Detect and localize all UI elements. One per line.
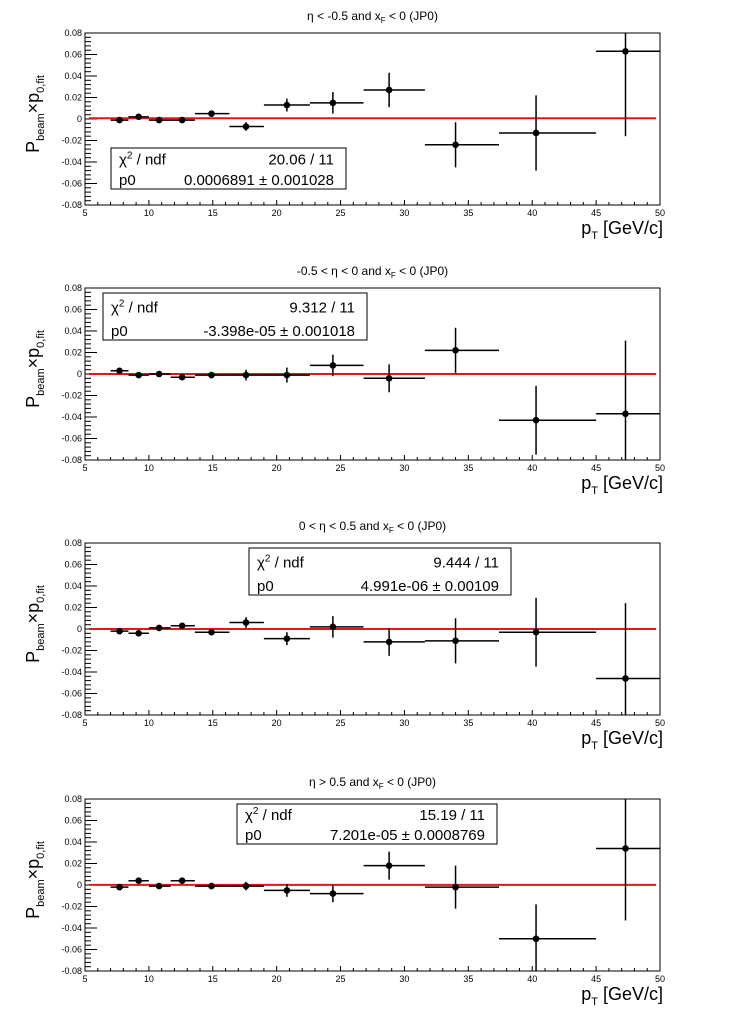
x-tick-label: 50 bbox=[654, 208, 666, 218]
data-point bbox=[425, 122, 499, 167]
chi2-value: 15.19 / 11 bbox=[419, 807, 485, 824]
data-point bbox=[596, 603, 660, 715]
data-point bbox=[499, 598, 596, 667]
y-tick-label: 0.02 bbox=[64, 92, 82, 103]
y-tick-label: 0.02 bbox=[64, 347, 82, 358]
y-tick-label: -0.04 bbox=[61, 157, 82, 167]
data-point bbox=[310, 616, 364, 638]
x-tick-label: 40 bbox=[527, 208, 538, 218]
point-marker bbox=[135, 372, 142, 379]
data-point bbox=[364, 852, 425, 880]
y-tick-label: 0 bbox=[76, 880, 82, 890]
data-point bbox=[128, 877, 148, 884]
chart-panel-3 bbox=[23, 519, 665, 752]
p0-label: p0 bbox=[119, 172, 136, 189]
x-axis-label: $p_T$ [GeV/c] bbox=[581, 728, 663, 752]
data-point bbox=[425, 618, 499, 663]
x-tick-label: 30 bbox=[399, 974, 410, 984]
y-tick-label: 0.08 bbox=[64, 283, 82, 293]
point-marker bbox=[284, 102, 291, 109]
y-tick-label: 0.08 bbox=[64, 28, 82, 38]
y-tick-label: 0.04 bbox=[64, 326, 82, 336]
x-tick-label: 10 bbox=[143, 463, 154, 473]
point-marker bbox=[156, 117, 163, 124]
data-point bbox=[229, 122, 264, 131]
y-tick-label: 0.06 bbox=[64, 49, 82, 60]
point-marker bbox=[452, 142, 459, 149]
y-tick-label: 0 bbox=[76, 114, 82, 124]
point-marker bbox=[386, 639, 393, 646]
point-marker bbox=[533, 935, 540, 942]
data-point bbox=[264, 368, 310, 383]
x-tick-label: 25 bbox=[335, 208, 346, 218]
point-marker bbox=[330, 100, 337, 107]
point-marker bbox=[243, 123, 250, 130]
data-point bbox=[229, 617, 264, 628]
x-tick-label: 35 bbox=[463, 208, 474, 218]
data-point bbox=[310, 885, 364, 902]
y-tick-label: -0.08 bbox=[61, 200, 82, 210]
point-marker bbox=[533, 417, 540, 424]
p0-label: p0 bbox=[111, 323, 128, 340]
x-tick-label: 40 bbox=[527, 974, 538, 984]
point-marker bbox=[135, 114, 142, 121]
x-tick-label: 35 bbox=[463, 974, 474, 984]
x-tick-label: 25 bbox=[335, 974, 346, 984]
y-tick-label: -0.04 bbox=[61, 667, 82, 677]
data-point bbox=[229, 370, 264, 381]
point-marker bbox=[386, 862, 393, 869]
p0-value: -3.398e-05 ± 0.001018 bbox=[203, 323, 355, 340]
x-tick-label: 45 bbox=[591, 463, 602, 473]
x-tick-label: 20 bbox=[271, 463, 282, 473]
y-tick-label: -0.08 bbox=[61, 966, 82, 976]
point-marker bbox=[330, 890, 337, 897]
x-tick-label: 5 bbox=[82, 463, 88, 473]
point-marker bbox=[386, 375, 393, 382]
data-point bbox=[171, 877, 195, 884]
x-tick-label: 40 bbox=[527, 463, 538, 473]
x-tick-label: 20 bbox=[271, 718, 282, 728]
point-marker bbox=[208, 372, 215, 379]
y-tick-label: 0 bbox=[76, 369, 82, 379]
x-tick-label: 35 bbox=[463, 718, 474, 728]
point-marker bbox=[452, 347, 459, 354]
data-point bbox=[310, 92, 364, 114]
y-tick-label: -0.06 bbox=[61, 688, 82, 699]
point-marker bbox=[116, 117, 123, 124]
y-tick-label: 0 bbox=[76, 624, 82, 634]
x-tick-label: 45 bbox=[591, 208, 602, 218]
x-tick-label: 50 bbox=[654, 463, 666, 473]
x-axis-ticks bbox=[82, 200, 665, 218]
x-tick-label: 45 bbox=[591, 718, 602, 728]
x-tick-label: 30 bbox=[399, 463, 410, 473]
point-marker bbox=[208, 883, 215, 890]
point-marker bbox=[116, 628, 123, 635]
p0-value: 7.201e-05 ± 0.0008769 bbox=[329, 827, 485, 844]
stats-box bbox=[249, 548, 511, 595]
y-axis-label: $P_{beam}\times p_{0,fit}$ bbox=[23, 75, 47, 153]
point-marker bbox=[135, 877, 142, 884]
y-tick-label: -0.02 bbox=[61, 645, 82, 656]
data-point bbox=[364, 364, 425, 392]
y-tick-label: 0.04 bbox=[64, 837, 82, 847]
point-marker bbox=[284, 635, 291, 642]
y-tick-label: 0.04 bbox=[64, 581, 82, 591]
point-marker bbox=[622, 675, 629, 682]
data-point bbox=[425, 866, 499, 909]
point-marker bbox=[243, 619, 250, 626]
chi2-value: 9.312 / 11 bbox=[289, 299, 355, 317]
chart-panel-2 bbox=[23, 264, 665, 497]
x-tick-label: 25 bbox=[335, 718, 346, 728]
point-marker bbox=[330, 624, 337, 631]
y-tick-label: -0.04 bbox=[61, 412, 82, 422]
x-tick-label: 10 bbox=[143, 974, 154, 984]
x-tick-label: 5 bbox=[82, 718, 88, 728]
y-tick-label: 0.04 bbox=[64, 71, 82, 81]
y-tick-label: -0.02 bbox=[61, 135, 82, 146]
data-point bbox=[195, 110, 230, 117]
point-marker bbox=[156, 625, 163, 632]
x-tick-label: 50 bbox=[654, 974, 666, 984]
y-tick-label: -0.06 bbox=[61, 944, 82, 955]
y-tick-label: 0.02 bbox=[64, 858, 82, 869]
point-marker bbox=[243, 883, 250, 890]
x-axis-label: $p_T$ [GeV/c] bbox=[581, 984, 663, 1008]
point-marker bbox=[284, 887, 291, 894]
x-tick-label: 15 bbox=[207, 974, 218, 984]
point-marker bbox=[622, 845, 629, 852]
x-tick-label: 40 bbox=[527, 718, 538, 728]
y-tick-label: 0.06 bbox=[64, 559, 82, 570]
stats-box bbox=[237, 804, 497, 844]
x-tick-label: 15 bbox=[207, 463, 218, 473]
p0-label: p0 bbox=[245, 827, 262, 844]
y-tick-label: 0.08 bbox=[64, 538, 82, 548]
point-marker bbox=[622, 410, 629, 417]
point-marker bbox=[116, 367, 123, 374]
point-marker bbox=[116, 884, 123, 891]
y-tick-label: -0.06 bbox=[61, 178, 82, 189]
point-marker bbox=[179, 622, 186, 629]
x-tick-label: 20 bbox=[271, 974, 282, 984]
data-point bbox=[195, 372, 230, 379]
x-axis-ticks bbox=[82, 710, 665, 728]
x-tick-label: 20 bbox=[271, 208, 282, 218]
data-points bbox=[111, 328, 660, 460]
stats-box bbox=[103, 293, 367, 340]
data-point bbox=[229, 882, 264, 891]
data-point bbox=[499, 904, 596, 971]
data-point bbox=[596, 341, 660, 460]
point-marker bbox=[179, 374, 186, 381]
data-point bbox=[149, 371, 171, 378]
x-tick-label: 30 bbox=[399, 718, 410, 728]
point-marker bbox=[156, 883, 163, 890]
x-tick-label: 10 bbox=[143, 718, 154, 728]
y-tick-label: 0.02 bbox=[64, 602, 82, 613]
point-marker bbox=[284, 372, 291, 379]
point-marker bbox=[179, 117, 186, 124]
chi2-value: 9.444 / 11 bbox=[433, 554, 499, 572]
x-tick-label: 50 bbox=[654, 718, 666, 728]
x-axis-label: $p_T$ [GeV/c] bbox=[581, 218, 663, 242]
chart-panel-1 bbox=[23, 9, 665, 242]
x-axis-label: $p_T$ [GeV/c] bbox=[581, 473, 663, 497]
data-point bbox=[364, 73, 425, 107]
x-tick-label: 35 bbox=[463, 463, 474, 473]
x-tick-label: 5 bbox=[82, 974, 88, 984]
y-tick-label: -0.08 bbox=[61, 710, 82, 720]
x-tick-label: 5 bbox=[82, 208, 88, 218]
chi2-value: 20.06 / 11 bbox=[268, 151, 334, 169]
p0-value: 4.991e-06 ± 0.00109 bbox=[360, 578, 499, 595]
point-marker bbox=[330, 362, 337, 369]
point-marker bbox=[243, 372, 250, 379]
y-tick-label: -0.04 bbox=[61, 923, 82, 933]
chart-title: -0.5 < η < 0 and $x_F < 0$ (JP0) bbox=[296, 264, 449, 280]
point-marker bbox=[533, 629, 540, 636]
data-point bbox=[364, 628, 425, 656]
chi2-label: $\chi^2$ / ndf bbox=[257, 553, 304, 572]
point-marker bbox=[533, 130, 540, 137]
x-tick-label: 15 bbox=[207, 208, 218, 218]
y-tick-label: 0.06 bbox=[64, 815, 82, 826]
data-point bbox=[264, 632, 310, 645]
point-marker bbox=[179, 877, 186, 884]
chart-title: 0 < η < 0.5 and $x_F < 0$ (JP0) bbox=[298, 519, 447, 535]
stats-box bbox=[111, 148, 346, 189]
x-axis-ticks bbox=[82, 455, 665, 473]
chi2-label: $\chi^2$ / ndf bbox=[111, 298, 158, 317]
x-axis-ticks bbox=[82, 966, 665, 984]
y-axis-label: $P_{beam}\times p_{0,fit}$ bbox=[23, 330, 47, 408]
chi2-label: $\chi^2$ / ndf bbox=[119, 150, 166, 169]
point-marker bbox=[135, 630, 142, 637]
data-point bbox=[195, 883, 230, 890]
data-points bbox=[111, 598, 660, 715]
chart-panel-4 bbox=[23, 775, 665, 1008]
data-point bbox=[499, 95, 596, 170]
y-tick-label: -0.02 bbox=[61, 901, 82, 912]
x-tick-label: 15 bbox=[207, 718, 218, 728]
data-point bbox=[310, 355, 364, 377]
y-tick-label: 0.08 bbox=[64, 794, 82, 804]
x-tick-label: 25 bbox=[335, 463, 346, 473]
point-marker bbox=[452, 638, 459, 645]
data-point bbox=[499, 386, 596, 455]
point-marker bbox=[208, 629, 215, 636]
x-tick-label: 45 bbox=[591, 974, 602, 984]
data-point bbox=[149, 625, 171, 632]
y-tick-label: -0.02 bbox=[61, 390, 82, 401]
point-marker bbox=[622, 48, 629, 55]
y-axis-label: $P_{beam}\times p_{0,fit}$ bbox=[23, 585, 47, 663]
y-tick-label: 0.06 bbox=[64, 304, 82, 315]
point-marker bbox=[386, 87, 393, 94]
point-marker bbox=[208, 110, 215, 117]
data-point bbox=[149, 883, 171, 890]
x-tick-label: 30 bbox=[399, 208, 410, 218]
data-point bbox=[128, 372, 148, 379]
point-marker bbox=[452, 884, 459, 891]
data-point bbox=[425, 328, 499, 373]
p0-value: 0.0006891 ± 0.001028 bbox=[183, 172, 334, 189]
p0-label: p0 bbox=[257, 578, 274, 595]
data-point bbox=[596, 33, 660, 136]
x-tick-label: 10 bbox=[143, 208, 154, 218]
data-point bbox=[264, 99, 310, 112]
data-point bbox=[596, 799, 660, 920]
y-axis-label: $P_{beam}\times p_{0,fit}$ bbox=[23, 841, 47, 919]
chart-title: η > 0.5 and $x_F < 0$ (JP0) bbox=[309, 775, 436, 791]
chi2-label: $\chi^2$ / ndf bbox=[245, 806, 292, 824]
point-marker bbox=[156, 371, 163, 378]
y-tick-label: -0.06 bbox=[61, 433, 82, 444]
data-point bbox=[128, 630, 148, 637]
y-tick-label: -0.08 bbox=[61, 455, 82, 465]
chart-title: η < -0.5 and $x_F < 0$ (JP0) bbox=[307, 9, 438, 25]
